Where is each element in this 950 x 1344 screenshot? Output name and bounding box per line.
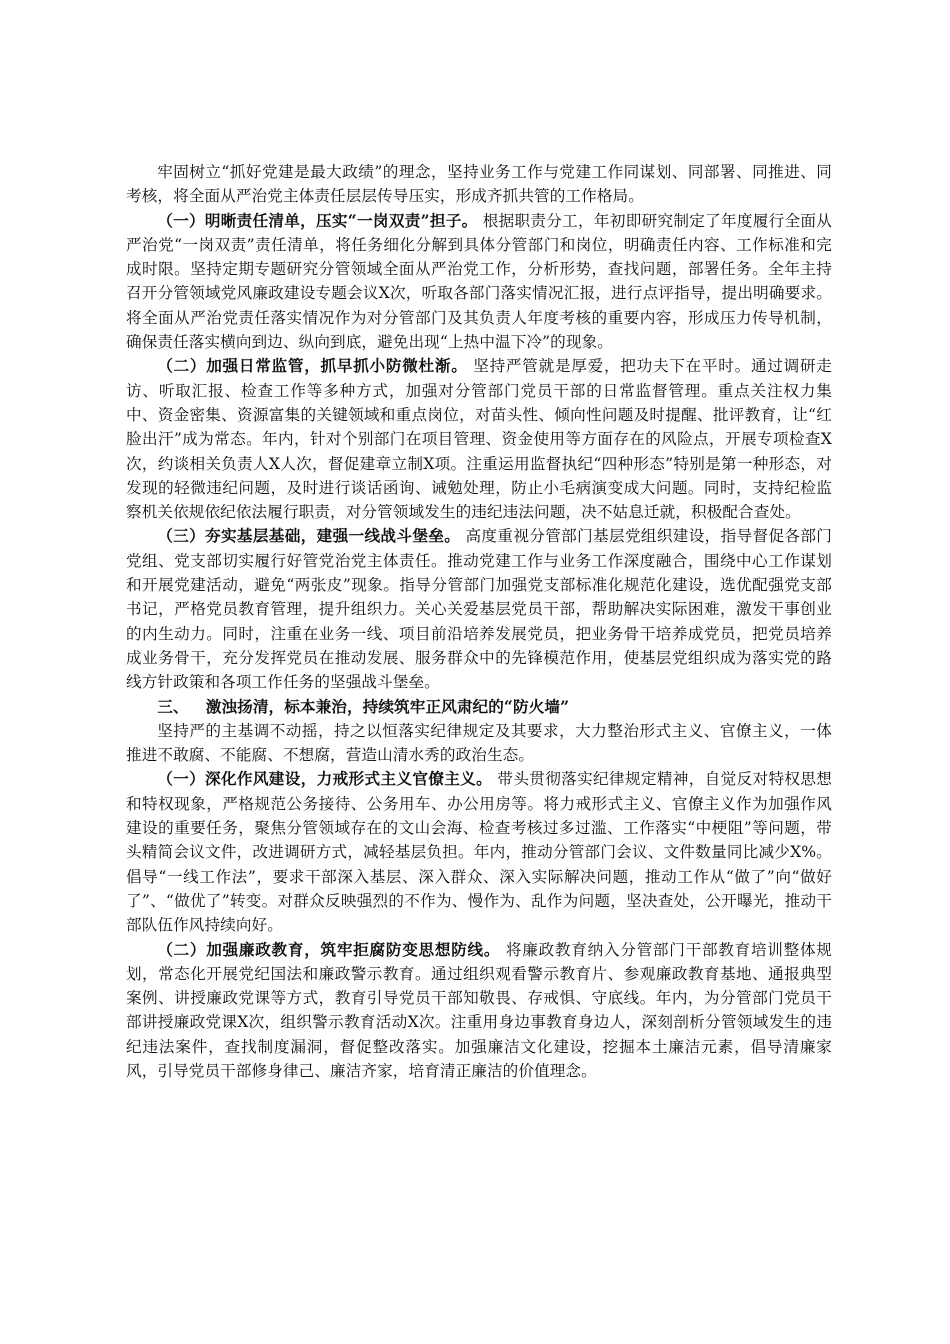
item-1-body: 根据职责分工，年初即研究制定了年度履行全面从严治党“一岗双责”责任清单，将任务细化分解到具体分管部门和岗位，明确责任内容、工作标准和完成时限。坚持定期专题研究分管领域全面从严治党工作，分析形势，查找问题，部署任务。全年主持召开分管领域党风廉政建设专题会议X次，听取各部门落实情况汇报，进行点评指导，提出明确要求。将全面从严治党责任落实情况作为对分管部门及其负责人年度考核的重要内容，形成压力传导机制，确保责任落实横向到边、纵向到底，避免出现“上热中温下冷”的现象。 (126, 211, 832, 352)
section-3-item-1-body: 带头贯彻落实纪律规定精神，自觉反对特权思想和特权现象，严格规范公务接待、公务用车、办公用房等。将力戒形式主义、官僚主义作为加强作风建设的重要任务，聚焦分管领域存在的文山会海、检查考核过多过滥、工作落实“中梗阻”等问题，带头精简会议文件，改进调研方式，减轻基层负担。年内，推动分管部门会议、文件数量同比减少X%。倡导“一线工作法”，要求干部深入基层、深入群众、深入实际解决问题，推动工作从“做了”向“做好了”、“做优了”转变。对群众反映强烈的不作为、慢作为、乱作为问题，坚决查处，公开曝光，推动干部队伍作风持续向好。 (126, 770, 832, 935)
item-2-heading: （二）加强日常监管，抓早抓小防微杜渐。 (157, 356, 468, 376)
section-3-intro: 坚持严的主基调不动摇，持之以恒落实纪律规定及其要求，大力整治形式主义、官僚主义，一体推进不敢腐、不能腐、不想腐，营造山清水秀的政治生态。 (126, 721, 832, 765)
item-3-heading: （三）夯实基层基础，建强一线战斗堡垒。 (157, 526, 461, 546)
section-3-number: 三、 (157, 696, 189, 716)
section-3-item-1-paragraph (126, 767, 832, 937)
section-3-item-2-paragraph (126, 938, 832, 1084)
item-1-paragraph (126, 209, 832, 355)
intro-paragraph: 牢固树立“抓好党建是最大政绩”的理念，坚持业务工作与党建工作同谋划、同部署、同推进、同考核，将全面从严治党主体责任层层传导压实，形成齐抓共管的工作格局。 (126, 163, 832, 206)
document-page (126, 160, 832, 1083)
item-3-body: 高度重视分管部门基层党组织建设，指导督促各部门党组、党支部切实履行好管党治党主体责任。推动党建工作与业务工作深度融合，围绕中心工作谋划和开展党建活动，避免“两张皮”现象。指导分管部门加强党支部标准化规范化建设，选优配强党支部书记，严格党员教育管理，提升组织力。关心关爱基层党员干部，帮助解决实际困难，激发干事创业的内生动力。同时，注重在业务一线、项目前沿培养发展党员，把业务骨干培养成党员，把党员培养成业务骨干，充分发挥党员在推动发展、服务群众中的先锋模范作用，使基层党组织成为落实党的路线方针政策和各项工作任务的坚强战斗堡垒。 (126, 527, 832, 692)
item-3-paragraph (126, 524, 832, 694)
section-3-title (126, 695, 832, 719)
section-3-title-text: 激浊扬清，标本兼治，持续筑牢正风肃纪的“防火墙” (205, 696, 570, 716)
section-3-item-2-heading: （二）加强廉政教育，筑牢拒腐防变思想防线。 (157, 939, 501, 959)
item-2-body: 坚持严管就是厚爱，把功夫下在平时。通过调研走访、听取汇报、检查工作等多种方式，加强对分管部门党员干部的日常监督管理。重点关注权力集中、资金密集、资源富集的关键领域和重点岗位，对苗头性、倾向性问题及时提醒、批评教育，让“红脸出汗”成为常态。年内，针对个别部门在项目管理、资金使用等方面存在的风险点，开展专项检查X次，约谈相关负责人X人次，督促建章立制X项。注重运用监督执纪“四种形态”特别是第一种形态，对发现的轻微违纪问题，及时进行谈话函询、诫勉处理，防止小毛病演变成大问题。同时，支持纪检监察机关依规依纪依法履行职责，对分管领域发生的违纪违法问题，决不姑息迁就，积极配合查处。 (126, 357, 832, 522)
section-3-item-1-heading: （一）深化作风建设，力戒形式主义官僚主义。 (157, 769, 493, 789)
item-1-heading: （一）明晰责任清单，压实“一岗双责”担子。 (157, 210, 478, 230)
item-2-paragraph (126, 354, 832, 524)
section-3-item-2-body: 将廉政教育纳入分管部门干部教育培训整体规划，常态化开展党纪国法和廉政警示教育。通过组织观看警示教育片、参观廉政教育基地、通报典型案例、讲授廉政党课等方式，教育引导党员干部知敬畏、存戒惧、守底线。年内，为分管部门党员干部讲授廉政党课X次，组织警示教育活动X次。注重用身边事教育身边人，深刻剖析分管领域发生的违纪违法案件，查找制度漏洞，督促整改落实。加强廉洁文化建设，挖掘本土廉洁元素，倡导清廉家风，引导党员干部修身律己、廉洁齐家，培育清正廉洁的价值理念。 (126, 940, 832, 1080)
